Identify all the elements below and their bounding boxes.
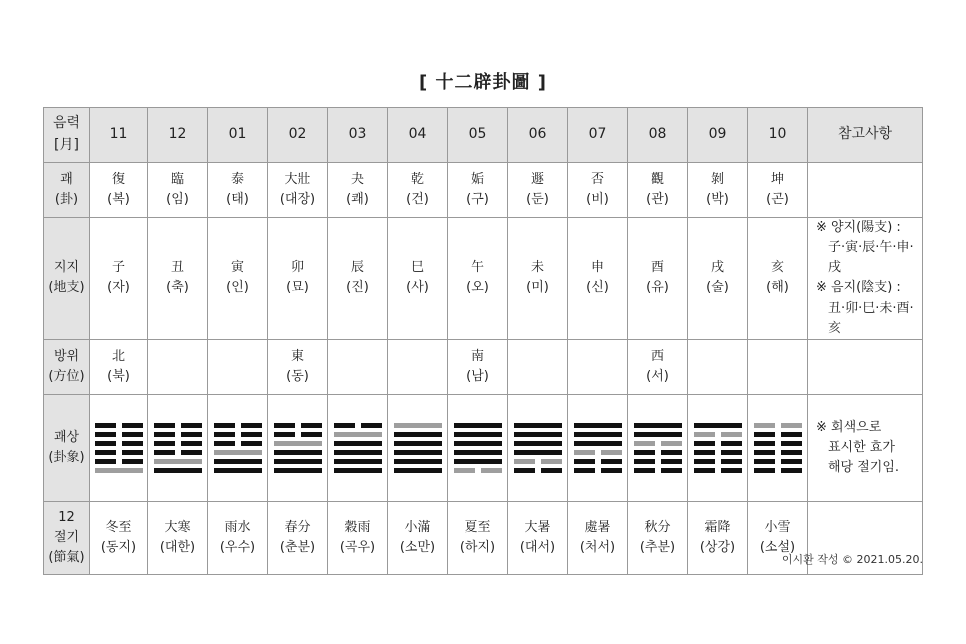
jiji-cell bbox=[328, 218, 388, 340]
jeolgi-cell-text: (대서) bbox=[519, 539, 556, 555]
bangwi-cell bbox=[508, 339, 568, 394]
hexagram-cell bbox=[448, 394, 508, 501]
bangwi-cell-text: 南 bbox=[470, 348, 484, 364]
jeolgi-cell bbox=[268, 501, 328, 574]
jiji-cell bbox=[628, 218, 688, 340]
yin-line bbox=[334, 423, 382, 428]
gwae-cell bbox=[448, 163, 508, 218]
yang-line bbox=[214, 468, 262, 473]
gwae-cell bbox=[628, 163, 688, 218]
yang-line bbox=[334, 450, 382, 455]
yin-line bbox=[694, 441, 742, 446]
yin-line bbox=[154, 423, 202, 428]
gwae-cell bbox=[268, 163, 328, 218]
jiji-cell-text: 戌 bbox=[710, 260, 724, 276]
hexagram-cell bbox=[388, 394, 448, 501]
twelve-hexagram-table bbox=[43, 107, 923, 575]
yin-line bbox=[274, 432, 322, 437]
hexagram-icon bbox=[748, 423, 807, 473]
jiji-cell-text: 午 bbox=[470, 260, 484, 276]
jiji-cell-text: 寅 bbox=[230, 260, 244, 276]
jiji-cell-text: 子 bbox=[111, 260, 125, 276]
gwae-cell bbox=[208, 163, 268, 218]
hexagram-icon bbox=[388, 423, 447, 473]
gwae-cell-text: 夬 bbox=[350, 171, 364, 187]
jeolgi-cell-text: (하지) bbox=[459, 539, 496, 555]
jeolgi-cell bbox=[148, 501, 208, 574]
yin-line bbox=[95, 423, 143, 428]
yin-line bbox=[95, 441, 143, 446]
hexagram-cell bbox=[90, 394, 148, 501]
gwae-cell-text: 姤 bbox=[470, 171, 484, 187]
jiji-cell bbox=[688, 218, 748, 340]
row-header-gwaesang bbox=[44, 394, 90, 501]
jiji-cell-text: 酉 bbox=[650, 260, 664, 276]
row-label-line: 지지 bbox=[53, 260, 80, 276]
jiji-cell bbox=[448, 218, 508, 340]
jiji-cell bbox=[388, 218, 448, 340]
hexagram-cell bbox=[568, 394, 628, 501]
jiji-row bbox=[44, 218, 923, 340]
hexagram-cell bbox=[208, 394, 268, 501]
gwae-cell-text: 大壯 bbox=[284, 171, 311, 187]
author-credit: 이시환 작성 © 2021.05.20. bbox=[781, 553, 923, 566]
month-cell: 04 bbox=[388, 108, 448, 163]
bangwi-cell-text: 北 bbox=[111, 348, 125, 364]
jiji-cell-text: (사) bbox=[406, 280, 429, 296]
bangwi-cell-text: 東 bbox=[290, 348, 304, 364]
month-cell: 11 bbox=[90, 108, 148, 163]
yang-line bbox=[454, 441, 502, 446]
hexagram-icon bbox=[148, 423, 207, 473]
yang-line bbox=[514, 423, 562, 428]
yin-line bbox=[574, 468, 622, 473]
gwae-cell-text: 剝 bbox=[710, 171, 724, 187]
yin-line bbox=[634, 468, 682, 473]
jeolgi-cell-text: (춘분) bbox=[279, 539, 316, 555]
jeolgi-cell bbox=[208, 501, 268, 574]
gwaesang-notes bbox=[808, 394, 923, 501]
hexagram-icon bbox=[90, 423, 147, 473]
yin-line bbox=[634, 459, 682, 464]
note-line: 해당 절기임. bbox=[828, 459, 900, 475]
yin-line bbox=[95, 432, 143, 437]
bangwi-cell bbox=[268, 339, 328, 394]
page-title: [ 十二辟卦圖 ] bbox=[419, 72, 547, 93]
jiji-cell bbox=[748, 218, 808, 340]
jeolgi-cell bbox=[568, 501, 628, 574]
bangwi-cell bbox=[208, 339, 268, 394]
yang-line bbox=[514, 432, 562, 437]
month-cell: 03 bbox=[328, 108, 388, 163]
note-line: 子·寅·辰·午·申·戌 bbox=[828, 240, 914, 276]
note-line: ※ 음지(陰支) : bbox=[816, 280, 901, 296]
jiji-cell-text: (자) bbox=[107, 280, 130, 296]
bangwi-notes bbox=[808, 339, 923, 394]
yang-line bbox=[394, 459, 442, 464]
gwae-cell bbox=[328, 163, 388, 218]
gwae-cell-text: (건) bbox=[406, 192, 429, 207]
jeolgi-cell-text: 春分 bbox=[284, 519, 311, 535]
yin-line bbox=[95, 450, 143, 455]
jeolgi-cell bbox=[90, 501, 148, 574]
jeolgi-cell-text: (동지) bbox=[100, 539, 137, 555]
jiji-cell-text: 丑 bbox=[170, 260, 184, 276]
yang-line bbox=[454, 432, 502, 437]
yin-line-highlighted bbox=[574, 450, 622, 455]
bangwi-cell-text: 西 bbox=[650, 348, 664, 364]
jeolgi-cell-text: 小雪 bbox=[764, 519, 791, 535]
gwae-cell-text: (비) bbox=[586, 192, 609, 207]
jiji-cell-text: (인) bbox=[226, 280, 249, 296]
yang-line bbox=[334, 441, 382, 446]
note-line: 丑·卯·巳·未·酉·亥 bbox=[828, 300, 914, 336]
yang-line bbox=[394, 450, 442, 455]
yin-line-highlighted bbox=[694, 432, 742, 437]
row-label-line: (節氣) bbox=[48, 549, 85, 565]
bangwi-cell bbox=[628, 339, 688, 394]
yang-line bbox=[574, 432, 622, 437]
yin-line bbox=[754, 441, 802, 446]
jiji-cell bbox=[90, 218, 148, 340]
yang-line-highlighted bbox=[274, 441, 322, 446]
gwae-cell bbox=[508, 163, 568, 218]
row-label-line: 방위 bbox=[53, 348, 80, 364]
row-label-line: (地支) bbox=[48, 280, 85, 296]
yang-line bbox=[334, 468, 382, 473]
row-header-bangwi bbox=[44, 339, 90, 394]
row-label-line: 절기 bbox=[53, 529, 80, 545]
row-label-line: 12 bbox=[58, 509, 75, 525]
yin-line bbox=[214, 441, 262, 446]
notes-header: 참고사항 bbox=[808, 108, 923, 163]
note-line: ※ 회색으로 bbox=[816, 419, 882, 435]
jeolgi-cell bbox=[328, 501, 388, 574]
yin-line bbox=[754, 450, 802, 455]
bangwi-cell bbox=[328, 339, 388, 394]
row-label-line: 괘 bbox=[60, 171, 73, 187]
header-row bbox=[44, 108, 923, 163]
hexagram-cell bbox=[508, 394, 568, 501]
jeolgi-cell bbox=[508, 501, 568, 574]
yin-line bbox=[754, 432, 802, 437]
hexagram-cell bbox=[688, 394, 748, 501]
yang-line bbox=[634, 423, 682, 428]
jiji-cell-text: (축) bbox=[166, 280, 189, 296]
jeolgi-cell-text: (대한) bbox=[159, 539, 196, 555]
row-header-jiji bbox=[44, 218, 90, 340]
yang-line bbox=[454, 423, 502, 428]
hexagram-cell bbox=[268, 394, 328, 501]
yin-line bbox=[574, 459, 622, 464]
yin-line-highlighted bbox=[454, 468, 502, 473]
yin-line bbox=[214, 423, 262, 428]
gwae-cell-text: 坤 bbox=[770, 171, 784, 187]
yin-line-highlighted bbox=[634, 441, 682, 446]
yang-line bbox=[334, 459, 382, 464]
jiji-notes bbox=[808, 218, 923, 340]
hexagram-cell bbox=[148, 394, 208, 501]
jeolgi-cell-text: (추분) bbox=[639, 539, 676, 555]
row-label-line: (卦) bbox=[54, 192, 79, 207]
jiji-cell-text: 亥 bbox=[770, 260, 784, 276]
note-line: 표시한 효가 bbox=[828, 439, 895, 455]
yin-line bbox=[154, 441, 202, 446]
yin-line bbox=[154, 450, 202, 455]
jiji-cell-text: (해) bbox=[766, 280, 789, 296]
row-header-label-2: [月] bbox=[54, 137, 79, 153]
jiji-cell-text: 申 bbox=[590, 260, 604, 276]
yang-line bbox=[634, 432, 682, 437]
bangwi-cell bbox=[90, 339, 148, 394]
bangwi-row bbox=[44, 339, 923, 394]
gwae-cell-text: (구) bbox=[466, 192, 489, 207]
row-label-line: (卦象) bbox=[48, 449, 85, 465]
yang-line-highlighted bbox=[214, 450, 262, 455]
yin-line bbox=[274, 423, 322, 428]
gwae-cell-text: (임) bbox=[166, 192, 189, 207]
hexagram-cell bbox=[328, 394, 388, 501]
gwae-cell bbox=[748, 163, 808, 218]
jeolgi-cell-text: 處暑 bbox=[584, 519, 611, 535]
jiji-cell bbox=[268, 218, 328, 340]
hexagram-icon bbox=[208, 423, 267, 473]
jeolgi-cell-text: 大寒 bbox=[164, 519, 191, 535]
jiji-cell-text: (신) bbox=[586, 280, 609, 296]
row-header-jeolgi bbox=[44, 501, 90, 574]
gwae-cell-text: 觀 bbox=[650, 171, 664, 187]
jeolgi-cell bbox=[688, 501, 748, 574]
yang-line-highlighted bbox=[95, 468, 143, 473]
jeolgi-cell-text: (곡우) bbox=[339, 539, 376, 555]
jeolgi-cell-text: (우수) bbox=[219, 539, 256, 555]
yang-line-highlighted bbox=[154, 459, 202, 464]
bangwi-cell bbox=[748, 339, 808, 394]
gwae-cell-text: (복) bbox=[107, 192, 130, 207]
yang-line bbox=[214, 459, 262, 464]
yin-line bbox=[514, 468, 562, 473]
month-cell: 10 bbox=[748, 108, 808, 163]
gwae-cell-text: (태) bbox=[226, 192, 249, 207]
yin-line bbox=[95, 459, 143, 464]
jeolgi-cell-text: 冬至 bbox=[105, 519, 132, 535]
row-label-line: (方位) bbox=[48, 368, 85, 384]
jiji-cell bbox=[568, 218, 628, 340]
jeolgi-cell bbox=[448, 501, 508, 574]
yang-line bbox=[394, 441, 442, 446]
gwae-row bbox=[44, 163, 923, 218]
gwae-cell-text: (곤) bbox=[766, 192, 789, 207]
jiji-cell bbox=[508, 218, 568, 340]
hexagram-icon bbox=[448, 423, 507, 473]
gwae-cell-text: (박) bbox=[706, 192, 729, 207]
month-cell: 01 bbox=[208, 108, 268, 163]
hexagram-icon bbox=[268, 423, 327, 473]
month-cell: 02 bbox=[268, 108, 328, 163]
gwae-cell-text: 泰 bbox=[230, 171, 244, 187]
jiji-cell-text: 未 bbox=[530, 260, 544, 276]
gwae-cell bbox=[388, 163, 448, 218]
bangwi-cell bbox=[388, 339, 448, 394]
jiji-cell-text: (술) bbox=[706, 280, 729, 296]
yin-line bbox=[694, 468, 742, 473]
gwae-cell-text: 復 bbox=[111, 171, 125, 187]
bangwi-cell-text: (남) bbox=[466, 368, 489, 384]
gwae-cell-text: 遯 bbox=[530, 171, 544, 187]
gwae-notes bbox=[808, 163, 923, 218]
month-cell: 07 bbox=[568, 108, 628, 163]
gwae-cell-text: (관) bbox=[646, 192, 669, 207]
row-header-month bbox=[44, 108, 90, 163]
gwae-cell-text: 否 bbox=[590, 171, 604, 187]
jeolgi-cell-text: (소만) bbox=[399, 539, 436, 555]
bangwi-cell-text: (북) bbox=[107, 368, 130, 384]
yang-line bbox=[574, 441, 622, 446]
jeolgi-cell-text: 雨水 bbox=[224, 519, 251, 535]
row-header-gwae bbox=[44, 163, 90, 218]
month-cell: 09 bbox=[688, 108, 748, 163]
yin-line bbox=[754, 468, 802, 473]
jiji-cell-text: (진) bbox=[346, 280, 369, 296]
hexagram-icon bbox=[628, 423, 687, 473]
jeolgi-cell-text: 大暑 bbox=[524, 519, 551, 535]
month-cell: 08 bbox=[628, 108, 688, 163]
jeolgi-cell-text: 秋分 bbox=[644, 519, 671, 535]
hexagram-icon bbox=[688, 423, 747, 473]
jiji-cell-text: 卯 bbox=[290, 260, 304, 276]
jeolgi-cell-text: (상강) bbox=[699, 539, 736, 555]
yang-line bbox=[514, 450, 562, 455]
hexagram-cell bbox=[748, 394, 808, 501]
jiji-cell-text: (미) bbox=[526, 280, 549, 296]
yang-line bbox=[454, 459, 502, 464]
bangwi-cell-text: (동) bbox=[286, 368, 309, 384]
gwae-cell-text: 乾 bbox=[410, 171, 424, 187]
gwae-cell bbox=[90, 163, 148, 218]
jiji-cell bbox=[208, 218, 268, 340]
hexagram-icon bbox=[508, 423, 567, 473]
yang-line bbox=[154, 468, 202, 473]
jiji-cell bbox=[148, 218, 208, 340]
jeolgi-cell-text: 穀雨 bbox=[344, 519, 371, 535]
month-cell: 05 bbox=[448, 108, 508, 163]
yang-line-highlighted bbox=[334, 432, 382, 437]
yin-line-highlighted bbox=[754, 423, 802, 428]
jiji-cell-text: (유) bbox=[646, 280, 669, 296]
gwae-cell-text: 臨 bbox=[170, 171, 184, 187]
gwae-cell bbox=[688, 163, 748, 218]
bangwi-cell bbox=[688, 339, 748, 394]
jeolgi-cell-text: 霜降 bbox=[704, 519, 731, 535]
gwae-cell bbox=[568, 163, 628, 218]
gwae-cell-text: (대장) bbox=[279, 192, 316, 207]
yin-line bbox=[694, 450, 742, 455]
jeolgi-cell bbox=[628, 501, 688, 574]
yang-line bbox=[694, 423, 742, 428]
gwaesang-row bbox=[44, 394, 923, 501]
yang-line-highlighted bbox=[394, 423, 442, 428]
gwae-cell bbox=[148, 163, 208, 218]
jeolgi-cell-text: 小滿 bbox=[404, 519, 431, 535]
yin-line bbox=[634, 450, 682, 455]
jeolgi-cell-text: (처서) bbox=[579, 539, 616, 555]
jeolgi-cell-text: (소설) bbox=[759, 539, 796, 555]
jiji-cell-text: (오) bbox=[466, 280, 489, 296]
yin-line-highlighted bbox=[514, 459, 562, 464]
yin-line bbox=[154, 432, 202, 437]
gwae-cell-text: (둔) bbox=[526, 192, 549, 207]
yin-line bbox=[214, 432, 262, 437]
bangwi-cell bbox=[148, 339, 208, 394]
yin-line bbox=[694, 459, 742, 464]
gwae-cell-text: (쾌) bbox=[346, 192, 369, 207]
jiji-cell-text: 巳 bbox=[410, 260, 424, 276]
yang-line bbox=[394, 432, 442, 437]
jeolgi-cell-text: 夏至 bbox=[464, 519, 491, 535]
yang-line bbox=[274, 450, 322, 455]
month-cell: 06 bbox=[508, 108, 568, 163]
yang-line bbox=[574, 423, 622, 428]
hexagram-icon bbox=[568, 423, 627, 473]
jiji-cell-text: 辰 bbox=[350, 260, 364, 276]
hexagram-cell bbox=[628, 394, 688, 501]
yang-line bbox=[514, 441, 562, 446]
note-line: ※ 양지(陽支) : bbox=[816, 220, 901, 235]
row-header-label-1: 음력 bbox=[52, 115, 81, 132]
bangwi-cell bbox=[568, 339, 628, 394]
bangwi-cell-text: (서) bbox=[646, 368, 669, 384]
yang-line bbox=[394, 468, 442, 473]
row-label-line: 괘상 bbox=[53, 429, 80, 445]
hexagram-icon bbox=[328, 423, 387, 473]
yang-line bbox=[274, 459, 322, 464]
yin-line bbox=[754, 459, 802, 464]
month-cell: 12 bbox=[148, 108, 208, 163]
jeolgi-cell bbox=[388, 501, 448, 574]
yang-line bbox=[274, 468, 322, 473]
bangwi-cell bbox=[448, 339, 508, 394]
jiji-cell-text: (묘) bbox=[286, 280, 309, 296]
yang-line bbox=[454, 450, 502, 455]
